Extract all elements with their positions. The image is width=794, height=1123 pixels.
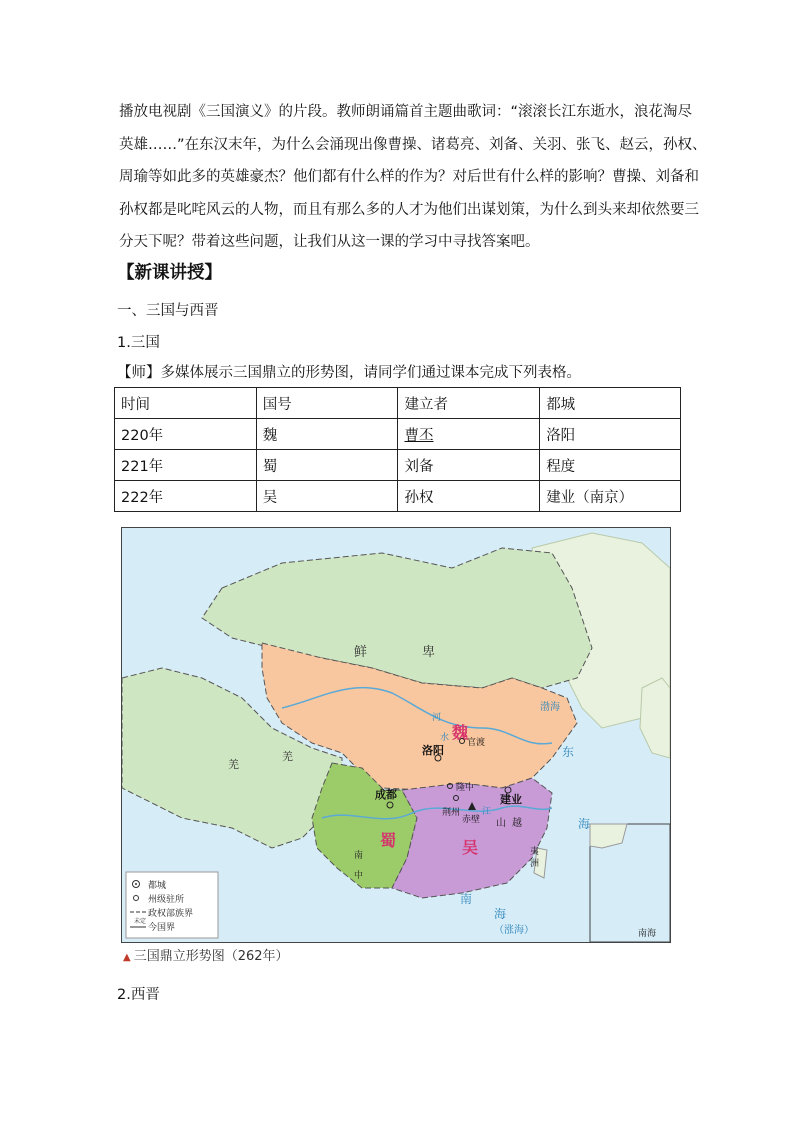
three-kingdoms-map bbox=[121, 527, 671, 943]
label-xianbei-1: 鲜 bbox=[354, 645, 368, 660]
map-svg bbox=[122, 528, 670, 942]
table-header-cell: 都城 bbox=[540, 388, 681, 419]
item-title: 1.三国 bbox=[117, 335, 160, 351]
teacher-note: 【师】多媒体展示三国鼎立的形势图，请同学们通过课本完成下列表格。 bbox=[117, 365, 581, 381]
founder-underlined: 曹丕 bbox=[404, 427, 434, 444]
legend-capital: 都城 bbox=[148, 881, 167, 891]
table-cell: 220年 bbox=[115, 419, 257, 450]
label-yizhou-1: 夷 bbox=[530, 847, 540, 857]
intro-line: 周瑜等如此多的英雄豪杰？他们都有什么样的作为？对后世有什么样的影响？曹操、刘备和 bbox=[119, 169, 699, 185]
table-row bbox=[115, 450, 681, 481]
label-chibi: 赤壁 bbox=[462, 815, 481, 825]
label-chengdu: 成都 bbox=[375, 788, 397, 801]
label-jingzhou: 荆州 bbox=[442, 808, 461, 818]
triangle-icon: ▲ bbox=[123, 952, 131, 963]
table-cell: 程度 bbox=[540, 450, 681, 481]
table-cell: 建业（南京） bbox=[540, 481, 681, 512]
table-cell: 221年 bbox=[115, 450, 257, 481]
label-longzhong: 隆中 bbox=[456, 783, 475, 793]
label-nanzhong-1: 南 bbox=[354, 851, 364, 861]
legend-modern-border: 今国界 bbox=[148, 923, 176, 933]
label-zhanghai: （涨海） bbox=[494, 925, 534, 936]
label-jiang: 江 bbox=[482, 807, 492, 817]
legend-regime-border: 政权部族界 bbox=[148, 909, 194, 919]
map-caption bbox=[123, 945, 289, 964]
label-luoyang: 洛阳 bbox=[422, 744, 444, 757]
label-xianbei-2: 卑 bbox=[422, 645, 436, 660]
table-row bbox=[115, 481, 681, 512]
label-nanhai-2: 海 bbox=[494, 907, 507, 921]
label-bohai: 渤海 bbox=[540, 702, 560, 713]
table-row bbox=[115, 419, 681, 450]
label-nanzhong-2: 中 bbox=[354, 871, 364, 881]
caption-text: 三国鼎立形势图（262年） bbox=[133, 949, 289, 964]
intro-line: 分天下呢？带着这些问题，让我们从这一课的学习中寻找答案吧。 bbox=[119, 234, 540, 250]
capital-dot bbox=[135, 883, 137, 885]
table-header-cell: 建立者 bbox=[398, 388, 540, 419]
table-header-cell: 时间 bbox=[115, 388, 257, 419]
table-cell: 洛阳 bbox=[540, 419, 681, 450]
table-cell: 222年 bbox=[115, 481, 257, 512]
table-cell bbox=[398, 419, 540, 450]
intro-line: 英雄……”在东汉末年，为什么会涌现出像曹操、诸葛亮、刘备、关羽、张飞、赵云，孙权、 bbox=[119, 136, 707, 153]
legend-prefecture: 州级驻所 bbox=[148, 895, 185, 905]
label-yizhou-2: 洲 bbox=[530, 859, 540, 869]
intro-line: 播放电视剧《三国演义》的片段。教师朗诵篇首主题曲歌词：“滚滚长江东逝水，浪花淘尽 bbox=[119, 104, 693, 120]
table-header-row bbox=[115, 388, 681, 419]
label-donghai-1: 东 bbox=[562, 745, 575, 759]
dynasty-table bbox=[114, 387, 681, 512]
label-qiang-1: 羌 bbox=[228, 758, 239, 771]
inset-label: 南海 bbox=[638, 929, 657, 939]
table-cell: 魏 bbox=[256, 419, 398, 450]
label-shu: 蜀 bbox=[380, 831, 397, 850]
label-nanhai-1: 南 bbox=[460, 892, 473, 906]
intro-paragraph bbox=[119, 96, 707, 259]
label-wei: 魏 bbox=[452, 723, 469, 742]
label-donghai-2: 海 bbox=[578, 817, 591, 831]
label-wu: 吴 bbox=[462, 838, 479, 857]
table-cell: 吴 bbox=[256, 481, 398, 512]
subsection-title: 一、三国与西晋 bbox=[117, 303, 219, 319]
section-heading: 【新课讲授】 bbox=[117, 263, 222, 283]
table-cell: 孙权 bbox=[398, 481, 540, 512]
label-he: 河 bbox=[432, 713, 442, 723]
label-qiang-2: 羌 bbox=[282, 750, 293, 763]
label-guandu: 官渡 bbox=[467, 738, 486, 748]
legend-undetermined: 未定 bbox=[134, 918, 147, 925]
label-shanyue-2: 越 bbox=[512, 818, 522, 829]
label-jianye: 建业 bbox=[500, 793, 522, 806]
intro-line: 孙权都是叱咤风云的人物，而且有那么多的人才为他们出谋划策，为什么到头来却依然要三 bbox=[119, 201, 699, 218]
table-header-cell: 国号 bbox=[256, 388, 398, 419]
label-shui: 水 bbox=[440, 733, 450, 743]
item-title: 2.西晋 bbox=[117, 987, 160, 1003]
table-cell: 蜀 bbox=[256, 450, 398, 481]
table-cell: 刘备 bbox=[398, 450, 540, 481]
label-shanyue-1: 山 bbox=[496, 818, 506, 829]
